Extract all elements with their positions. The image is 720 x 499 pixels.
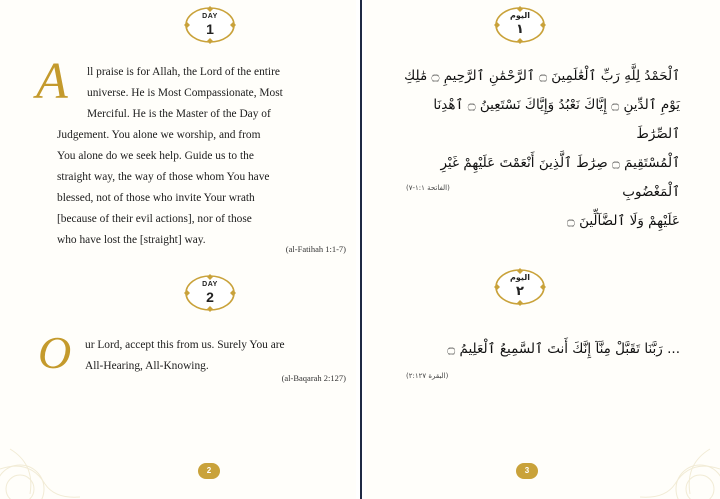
text-line: who have lost the [straight] way.	[57, 234, 206, 246]
text-line: straight way, the way of those whom You have	[57, 171, 270, 183]
day-1-reference: (al-Fatihah 1:1-7)	[285, 244, 346, 254]
day-1-translation-cont	[57, 125, 347, 251]
text-line: All-Hearing, All-Knowing.	[85, 360, 209, 372]
day-2-arabic-verse	[426, 335, 680, 364]
day-2-number: 2	[206, 289, 214, 305]
day-1-arabic-number: ١	[516, 22, 524, 37]
arabic-line: يَوْمِ ٱلدِّينِ ۝ إِيَّاكَ نَعْبُدُ وَإِيَّاكَ نَسْتَعِينُ ۝ ٱهْدِنَا ٱلصِّرَٰطَ	[433, 97, 680, 142]
spine-line	[360, 0, 362, 499]
text-line: You alone do we seek help. Guide us to the	[57, 150, 254, 162]
day-1-arabic-badge	[492, 4, 548, 46]
day-1-translation	[87, 62, 347, 125]
day-2-label: DAY	[202, 281, 218, 288]
text-line: blessed, not of those who invite Your wrath	[57, 192, 255, 204]
text-line: universe. He is Most Compassionate, Most	[87, 87, 283, 99]
day-1-arabic-reference: (الفاتحة ١:١-٧)	[406, 184, 450, 192]
page-number-left: 2	[198, 463, 220, 479]
day-2-badge	[182, 272, 238, 314]
text-line: Judgement. You alone we worship, and from	[57, 129, 261, 141]
arabic-line: عَلَيْهِمْ وَلَا ٱلضَّآلِّينَ ۝	[566, 213, 680, 229]
arabic-line: ... رَبَّنَا تَقَبَّلْ مِنَّآ إِنَّكَ أَنتَ ٱلسَّمِيعُ ٱلْعَلِيمُ ۝	[447, 341, 680, 357]
floral-ornament-icon	[600, 409, 720, 499]
day-2-arabic-reference: (البقرة ٢:١٢٧)	[406, 372, 449, 380]
day-2-translation	[85, 335, 347, 377]
day-2-arabic-label: اليوم	[510, 273, 530, 282]
arabic-line: ٱلْحَمْدُ لِلَّهِ رَبِّ ٱلْعَٰلَمِينَ ۝ ٱلرَّحْمَٰنِ ٱلرَّحِيمِ ۝ مَٰلِكِ	[404, 68, 680, 84]
page-number-right: 3	[516, 463, 538, 479]
day-2-reference: (al-Baqarah 2:127)	[281, 373, 346, 383]
arabic-line: ٱلْمُسْتَقِيمَ ۝ صِرَٰطَ ٱلَّذِينَ أَنْعَمْتَ عَلَيْهِمْ غَيْرِ ٱلْمَغْضُوبِ	[440, 155, 680, 200]
left-page	[0, 0, 358, 499]
text-line: ll praise is for Allah, the Lord of the entire	[87, 66, 280, 78]
right-page	[366, 0, 720, 499]
text-line: ur Lord, accept this from us. Surely You are	[85, 339, 285, 351]
text-line: Merciful. He is the Master of the Day of	[87, 108, 271, 120]
day-1-label: DAY	[202, 13, 218, 20]
day-1-number: 1	[206, 21, 214, 37]
day-1-arabic-label: اليوم	[510, 11, 530, 20]
day-2-arabic-badge	[492, 266, 548, 308]
dropcap-a: A	[36, 53, 68, 110]
text-line: [because of their evil actions], nor of those	[57, 213, 252, 225]
day-1-badge	[182, 4, 238, 46]
day-1-arabic-verse	[396, 62, 680, 236]
dropcap-o: O	[38, 327, 72, 378]
floral-ornament-icon	[0, 409, 120, 499]
day-2-arabic-number: ٢	[516, 284, 524, 299]
